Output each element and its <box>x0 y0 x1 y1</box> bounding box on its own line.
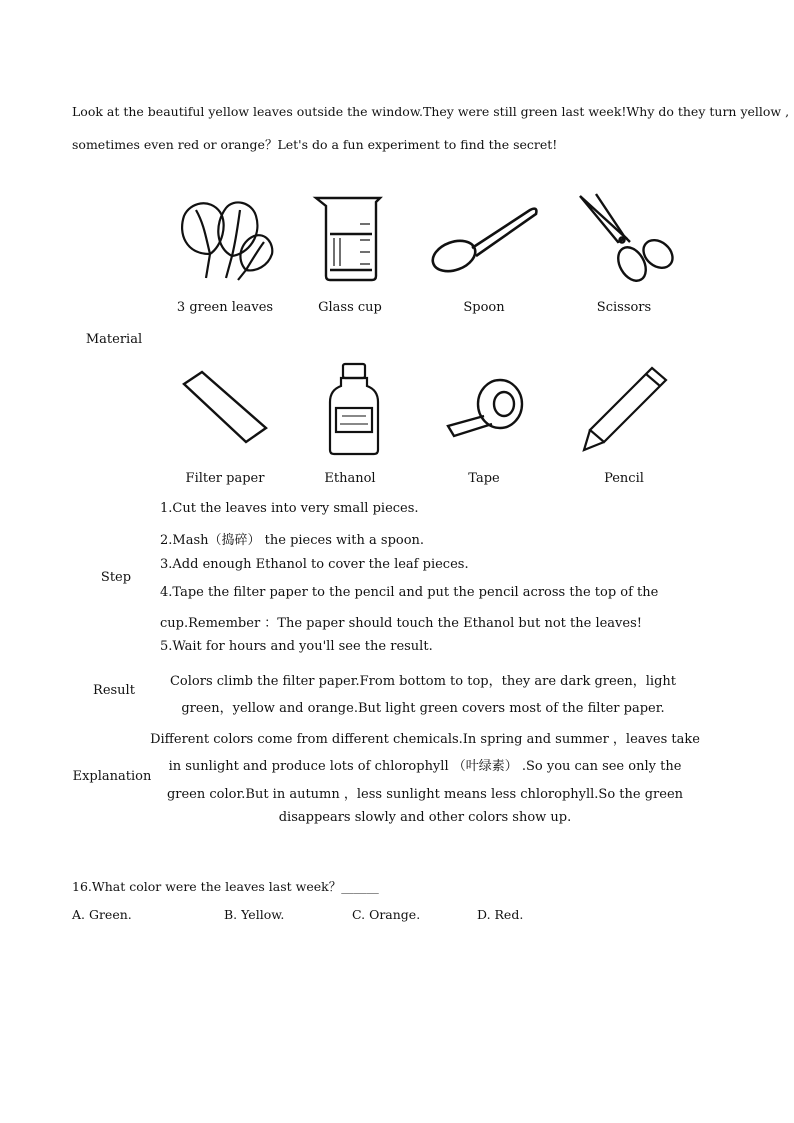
step-line: 3.Add enough Ethanol to cover the leaf pieces. <box>160 557 469 572</box>
result-line: Colors climb the filter paper.From bottom to top，they are dark green，light <box>169 674 677 689</box>
step-label: Step <box>100 570 132 585</box>
explanation-line: green color.But in autumn ，less sunlight means less chlorophyll.So the green <box>166 787 684 802</box>
material-label-glass-cup: Glass cup <box>318 300 382 315</box>
question-16: 16.What color were the leaves last week？______ <box>72 879 379 894</box>
explanation-line: in sunlight and produce lots of chlorophyll （叶绿素） .So you can see only the <box>168 759 682 774</box>
intro-line-2: sometimes even red or orange？Let's do a fun experiment to find the secret! <box>72 137 558 152</box>
material-label: Material <box>85 332 143 347</box>
material-label-ethanol: Ethanol <box>324 471 376 486</box>
option-a[interactable]: A. Green. <box>72 907 132 922</box>
material-label-filter-paper: Filter paper <box>185 471 265 486</box>
step-line: 4.Tape the filter paper to the pencil and put the pencil across the top of the <box>160 585 659 600</box>
step-line: cup.Remember ：The paper should touch the Ethanol but not the leaves! <box>160 616 642 631</box>
option-c[interactable]: C. Orange. <box>352 907 421 922</box>
result-line: green，yellow and orange.But light green covers most of the filter paper. <box>181 701 665 716</box>
material-label-spoon: Spoon <box>463 300 505 315</box>
explanation-line: Different colors come from different chemicals.In spring and summer ，leaves take <box>150 732 700 747</box>
material-label-tape: Tape <box>468 471 500 486</box>
intro-line-1: Look at the beautiful yellow leaves outside the window.They were still green last week!Why do they turn yellow , <box>72 104 790 119</box>
glass-cup-icon <box>312 194 386 284</box>
option-b[interactable]: B. Yellow. <box>224 907 285 922</box>
option-d[interactable]: D. Red. <box>477 907 524 922</box>
filter-paper-icon <box>180 370 270 446</box>
step-line: 2.Mash（捣碎） the pieces with a spoon. <box>160 533 425 548</box>
explanation-line: disappears slowly and other colors show up. <box>278 810 572 825</box>
scissors-icon <box>574 192 674 286</box>
leaves-icon <box>176 194 276 282</box>
explanation-label: Explanation <box>72 769 152 784</box>
material-label-pencil: Pencil <box>604 471 644 486</box>
tape-icon <box>444 376 526 438</box>
material-label-scissors: Scissors <box>596 300 652 315</box>
spoon-icon <box>430 200 542 278</box>
ethanol-bottle-icon <box>326 362 382 456</box>
material-label-leaves: 3 green leaves <box>176 300 274 315</box>
pencil-icon <box>582 364 672 452</box>
step-line: 5.Wait for hours and you'll see the result. <box>160 639 433 654</box>
step-line: 1.Cut the leaves into very small pieces. <box>160 501 419 516</box>
result-label: Result <box>93 683 135 698</box>
